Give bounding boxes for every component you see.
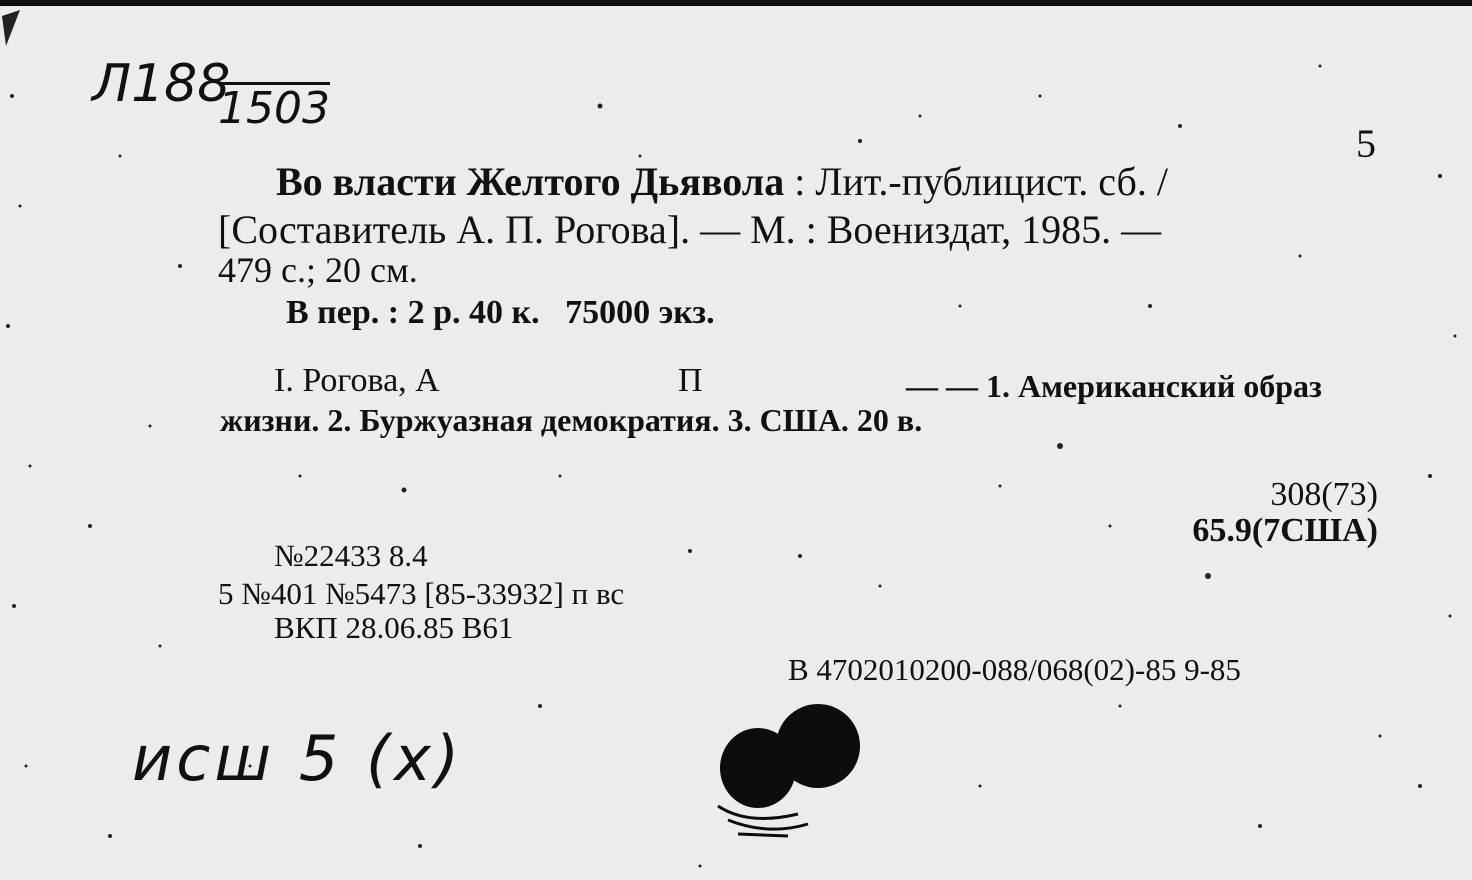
handwritten-shelf-note: исш 5 (х) bbox=[132, 722, 464, 795]
order-line3: ВКП 28.06.85 В61 bbox=[274, 610, 514, 645]
isbn-line: В 4702010200-088/068(02)-85 9-85 bbox=[788, 652, 1241, 687]
class-bbk: 65.9(7США) bbox=[1192, 512, 1378, 549]
entry-part3: — — 1. Американский образ bbox=[906, 368, 1322, 404]
class-udc: 308(73) bbox=[1270, 476, 1378, 513]
responsibility-line: [Составитель А. П. Рогова]. — М. : Воениздат, 1985. — bbox=[218, 207, 1162, 252]
entry-line2: жизни. 2. Буржуазная демократия. 3. США. 20 в. bbox=[220, 402, 923, 438]
card-number: 5 bbox=[1356, 121, 1376, 166]
order-line2: 5 №401 №5473 [85-33932] п вс bbox=[218, 576, 625, 611]
title-bold: Во власти Желтого Дьявола bbox=[276, 159, 785, 204]
entry-part2: П bbox=[678, 362, 703, 399]
price-line: В пер. : 2 р. 40 к. 75000 экз. bbox=[286, 294, 715, 331]
extent-line: 479 с.; 20 см. bbox=[218, 250, 418, 290]
ink-blot-stamp bbox=[708, 696, 878, 846]
call-number-top: Л188 bbox=[92, 54, 231, 114]
order-line1: №22433 8.4 bbox=[274, 538, 428, 573]
call-number-bottom: 1503 bbox=[218, 83, 330, 134]
title-rest: : Лит.-публицист. сб. / bbox=[794, 159, 1168, 204]
title-line bbox=[276, 159, 1168, 204]
entry-part1: I. Рогова, А bbox=[274, 362, 440, 399]
